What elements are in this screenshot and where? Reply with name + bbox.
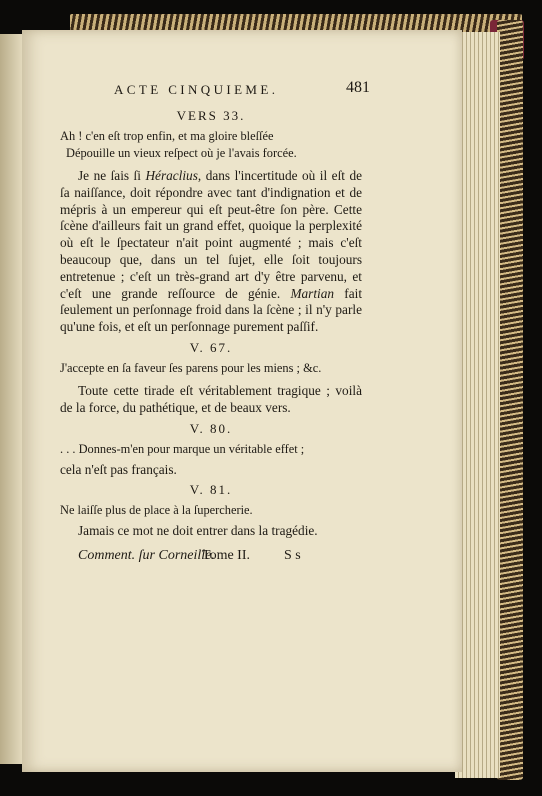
page-content (60, 76, 370, 568)
verse-heading: V. 81. (189, 482, 233, 498)
commentary-paragraph: cela n'eſt pas français. (60, 461, 177, 477)
page-footer (60, 546, 362, 568)
facing-page-edge (0, 34, 24, 764)
note-v-67 (60, 340, 362, 417)
commentary-text: fait ſeulement un perſonnage froid dans la ſcène ; il n'y parle qu'une fois, et eſt un perſonnage purement paſſif. (60, 285, 363, 335)
verse-heading: V. 67. (189, 339, 233, 355)
quote-line: . . . Donnes-m'en pour marque un véritable effet ; (60, 441, 305, 456)
character-name-martian: Martian (290, 285, 335, 301)
quote-line: Ne laiſſe plus de place à la ſupercherie. (60, 503, 253, 518)
signature-title: Comment. ſur Corneille. (78, 548, 215, 564)
page-header (60, 76, 370, 102)
verse-heading: VERS 33. (176, 108, 246, 123)
tome-label: Tome II. (202, 548, 251, 564)
commentary-paragraph (60, 168, 362, 336)
commentary-paragraph: Toute cette tirade eſt véritablement tragique ; voilà de la force, du pathétique, et de beaux vers. (60, 382, 362, 415)
signature-mark: S s (284, 548, 301, 564)
running-head: ACTE CINQUIEME. (114, 82, 279, 97)
character-name-heraclius: Héraclius (145, 168, 198, 183)
quote-line: Ah ! c'en eſt trop enfin, et ma gloire bleſſée (60, 129, 274, 143)
commentary-text: , dans l'incertitude où il eſt de ſa naiſſance, doit répondre avec tant d'indignation et de mépris à un empereur qui eſt peut-être ſon père. Cette ſcène d'ailleurs fait un grand effet, quoique la perplexité où eſt le ſpectateur n'ait point augmenté ; mais c'eſt beaucoup que, dans un tel ſujet, elle ſoit toujours entretenue ; c'eſt un très-grand art d'y être parvenu, et c'eſt une grande reſſource de génie. (60, 168, 362, 301)
book-binding-fore-edge (497, 20, 523, 780)
note-v-81 (60, 482, 362, 540)
page-number: 481 (346, 79, 370, 96)
note-vers-33 (60, 108, 362, 336)
quote-line: J'accepte en ſa faveur ſes parens pour les miens ; &c. (60, 360, 322, 375)
commentary-text: Je ne ſais ſi (78, 168, 146, 183)
verse-heading: V. 80. (189, 420, 233, 436)
quote-line: Dépouille un vieux reſpect où je l'avais forcée. (66, 146, 297, 160)
commentary-paragraph: Jamais ce mot ne doit entrer dans la tragédie. (78, 523, 318, 539)
note-v-80 (60, 421, 362, 479)
